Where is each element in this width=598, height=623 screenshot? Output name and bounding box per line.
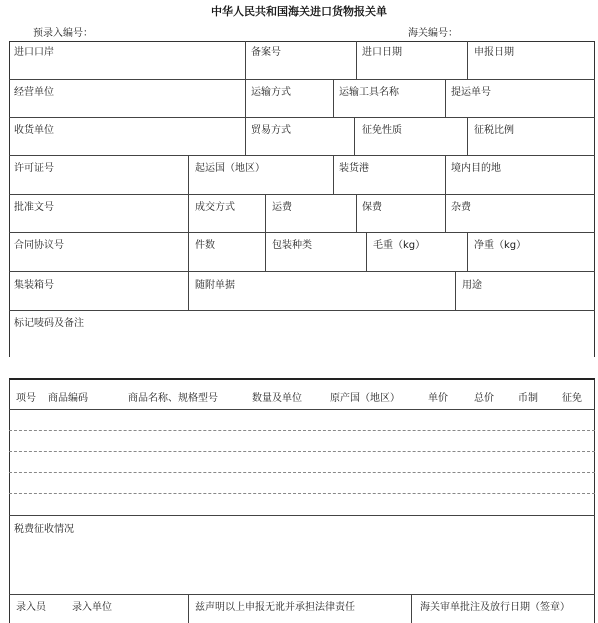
field-package-type: 包装种类 <box>272 240 312 251</box>
row-divider <box>9 194 595 195</box>
tax-collection-label: 税费征收情况 <box>14 524 74 535</box>
field-operating-unit: 经营单位 <box>14 87 54 98</box>
field-insurance: 保费 <box>362 202 382 213</box>
entry-unit-label: 录入单位 <box>72 602 112 613</box>
entry-clerk-label: 录入员 <box>16 602 46 613</box>
customs-number-label: 海关编号： <box>408 28 458 39</box>
field-domestic-destination: 境内目的地 <box>451 163 501 174</box>
col-divider <box>445 155 446 194</box>
col-divider <box>445 194 446 232</box>
declaration-statement: 兹声明以上申报无讹并承担法律责任 <box>195 602 355 613</box>
customs-approval-label: 海关审单批注及放行日期（签章） <box>420 602 570 613</box>
field-attached-documents: 随附单据 <box>195 280 235 291</box>
col-divider <box>333 79 334 117</box>
row-divider <box>9 79 595 80</box>
col-origin-country: 原产国（地区） <box>330 393 400 404</box>
col-quantity-unit: 数量及单位 <box>252 393 302 404</box>
col-divider <box>467 117 468 155</box>
field-transport-mode: 运输方式 <box>251 87 291 98</box>
field-usage: 用途 <box>462 280 482 291</box>
field-exemption-nature: 征免性质 <box>362 125 402 136</box>
field-gross-weight: 毛重（kg） <box>373 240 426 251</box>
field-freight: 运费 <box>272 202 292 213</box>
col-total-price: 总价 <box>474 393 494 404</box>
field-import-port: 进口口岸 <box>14 47 54 58</box>
field-contract-number: 合同协议号 <box>14 240 64 251</box>
col-commodity-code: 商品编码 <box>48 393 88 404</box>
preentry-number-label: 预录入编号： <box>33 28 93 39</box>
field-container-number: 集装箱号 <box>14 280 54 291</box>
col-commodity-name: 商品名称、规格型号 <box>128 393 218 404</box>
goods-header-divider <box>9 409 595 410</box>
col-divider <box>188 155 189 310</box>
row-divider <box>9 271 595 272</box>
field-import-date: 进口日期 <box>362 47 402 58</box>
col-divider <box>265 232 266 271</box>
col-divider <box>467 232 468 271</box>
row-divider <box>9 155 595 156</box>
footer-divider <box>9 594 595 595</box>
col-currency: 币制 <box>518 393 538 404</box>
field-declaration-date: 申报日期 <box>474 47 514 58</box>
row-divider <box>9 232 595 233</box>
field-vessel-name: 运输工具名称 <box>339 87 399 98</box>
col-exemption: 征免 <box>562 393 582 404</box>
col-divider <box>455 271 456 310</box>
col-divider <box>356 41 357 79</box>
col-divider <box>356 194 357 232</box>
field-approval-number: 批准文号 <box>14 202 54 213</box>
field-net-weight: 净重（kg） <box>474 240 527 251</box>
field-bill-of-lading: 提运单号 <box>451 87 491 98</box>
declaration-form-lower <box>9 378 595 623</box>
field-tax-ratio: 征税比例 <box>474 125 514 136</box>
field-origin-country: 起运国（地区） <box>195 163 265 174</box>
goods-row-line <box>9 472 595 473</box>
col-divider <box>265 194 266 232</box>
goods-row-line <box>9 493 595 494</box>
field-marks-remarks: 标记唛码及备注 <box>14 318 84 329</box>
col-divider <box>245 41 246 155</box>
field-record-number: 备案号 <box>251 47 281 58</box>
goods-row-line <box>9 430 595 431</box>
field-transaction-mode: 成交方式 <box>195 202 235 213</box>
field-license-number: 许可证号 <box>14 163 54 174</box>
field-consignee: 收货单位 <box>14 125 54 136</box>
row-divider <box>9 117 595 118</box>
field-trade-mode: 贸易方式 <box>251 125 291 136</box>
col-divider <box>445 79 446 117</box>
col-divider <box>354 117 355 155</box>
goods-row-line <box>9 451 595 452</box>
field-miscellaneous: 杂费 <box>451 202 471 213</box>
form-title: 中华人民共和国海关进口货物报关单 <box>211 5 387 18</box>
footer-col-divider <box>411 594 412 623</box>
col-divider <box>333 155 334 194</box>
footer-col-divider <box>188 594 189 623</box>
col-item-no: 项号 <box>16 393 36 404</box>
col-divider <box>467 41 468 79</box>
goods-table-bottom <box>9 515 595 516</box>
col-divider <box>366 232 367 271</box>
field-loading-port: 装货港 <box>339 163 369 174</box>
col-unit-price: 单价 <box>428 393 448 404</box>
row-divider <box>9 310 595 311</box>
field-package-count: 件数 <box>195 240 215 251</box>
